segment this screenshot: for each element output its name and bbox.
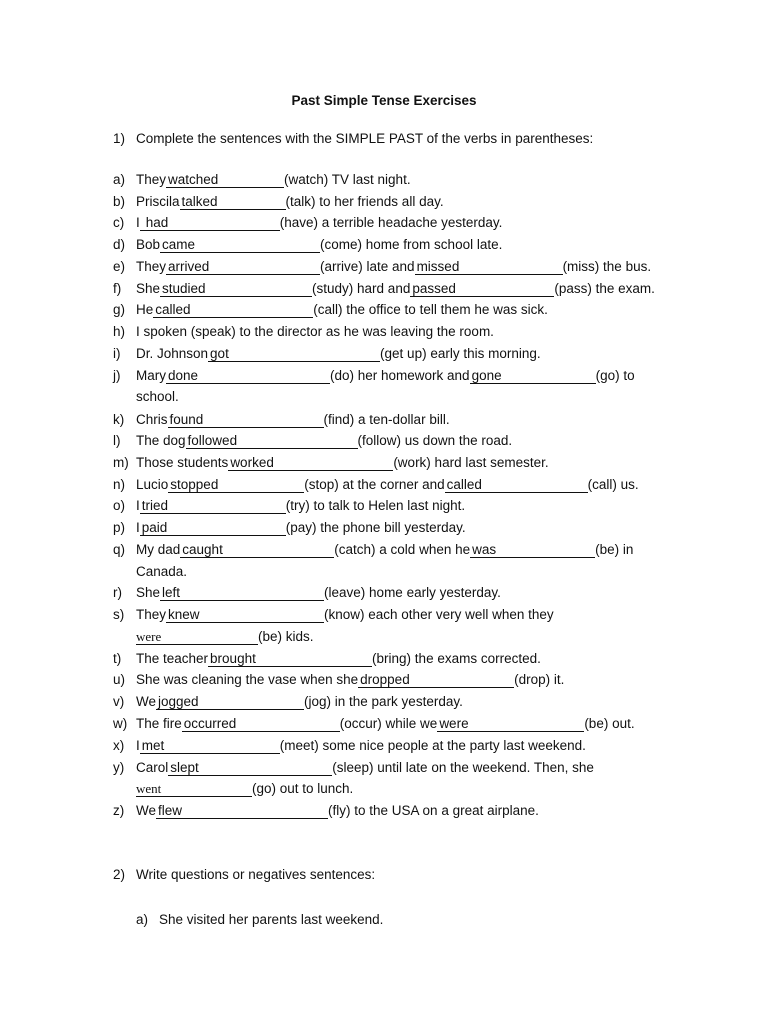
answer-blank[interactable] xyxy=(136,781,252,797)
item-text: (be) in xyxy=(595,542,634,557)
item-letter: j) xyxy=(113,368,121,383)
exercise-item-z xyxy=(113,803,539,819)
item-letter: v) xyxy=(113,694,125,709)
answer-blank[interactable] xyxy=(136,629,258,645)
item-text: (talk) to her friends all day. xyxy=(285,194,444,209)
exercise-item-a xyxy=(113,172,411,188)
answer-text: had xyxy=(145,215,169,230)
item-text: We xyxy=(136,803,157,818)
answer-text: studied xyxy=(162,281,206,296)
answer-text: went xyxy=(136,781,162,796)
answer-text: knew xyxy=(168,607,200,622)
item-letter: z) xyxy=(113,803,125,818)
section-instruction: Complete the sentences with the SIMPLE PAST of the verbs in parentheses: xyxy=(136,131,594,146)
answer-blank[interactable] xyxy=(140,520,286,536)
exercise-item-x xyxy=(113,738,586,754)
item-text: (watch) TV last night. xyxy=(284,172,411,187)
answer-blank[interactable] xyxy=(168,412,324,428)
answer-text: arrived xyxy=(168,259,210,274)
item-text: My dad xyxy=(136,542,181,557)
answer-blank[interactable] xyxy=(470,368,596,384)
answer-blank[interactable] xyxy=(445,477,588,493)
item-letter: t) xyxy=(113,651,122,666)
section-number: 1) xyxy=(113,131,126,146)
answer-text: found xyxy=(169,412,204,427)
exercise-item-o xyxy=(113,498,465,514)
item-text: Mary xyxy=(136,368,166,383)
item-text: (have) a terrible headache yesterday. xyxy=(279,215,503,230)
item-letter: l) xyxy=(113,433,121,448)
item-text: I xyxy=(136,215,140,230)
exercise-item-m xyxy=(113,455,549,471)
exercise-item-k xyxy=(113,412,450,428)
answer-text: dropped xyxy=(360,672,410,687)
item-text: (leave) home early yesterday. xyxy=(324,585,501,600)
answer-blank[interactable] xyxy=(168,760,332,776)
answer-blank[interactable] xyxy=(140,738,280,754)
item-letter: x) xyxy=(113,738,125,753)
item-text: Dr. Johnson xyxy=(136,346,209,361)
answer-blank[interactable] xyxy=(153,302,313,318)
item-text: (go) out to lunch. xyxy=(252,781,354,796)
item-letter: n) xyxy=(113,477,126,492)
answer-blank[interactable] xyxy=(180,194,286,210)
section-1-heading xyxy=(113,131,593,146)
item-letter: r) xyxy=(113,585,122,600)
answer-blank[interactable] xyxy=(166,259,320,275)
exercise-item-y-continuation xyxy=(136,781,353,797)
exercise-item-s-continuation xyxy=(136,629,314,645)
item-letter: w) xyxy=(113,716,128,731)
item-letter: q) xyxy=(113,542,126,557)
exercise-item-l xyxy=(113,433,512,449)
item-text: They xyxy=(136,172,167,187)
item-letter: a) xyxy=(113,172,126,187)
answer-text: talked xyxy=(181,194,218,209)
exercise-item-n xyxy=(113,477,639,493)
answer-blank[interactable] xyxy=(166,607,324,623)
answer-text: jogged xyxy=(158,694,199,709)
item-text: (find) a ten-dollar bill. xyxy=(323,412,450,427)
exercise-item-d xyxy=(113,237,502,253)
answer-blank[interactable] xyxy=(140,215,280,231)
item-text: I xyxy=(136,520,140,535)
exercise-item-b xyxy=(113,194,444,210)
answer-blank[interactable] xyxy=(160,585,324,601)
exercise-item-u xyxy=(113,672,564,688)
answer-text: stopped xyxy=(170,477,219,492)
item-text: (study) hard and xyxy=(312,281,411,296)
answer-text: called xyxy=(155,302,191,317)
item-letter: d) xyxy=(113,237,126,252)
section-instruction: Write questions or negatives sentences: xyxy=(136,867,376,882)
answer-blank[interactable] xyxy=(160,281,312,297)
item-text: (stop) at the corner and xyxy=(304,477,445,492)
item-text: The teacher xyxy=(136,651,209,666)
answer-text: met xyxy=(141,738,165,753)
item-letter: e) xyxy=(113,259,126,274)
exercise-item-h xyxy=(113,324,494,340)
answer-blank[interactable] xyxy=(156,694,304,710)
answer-blank[interactable] xyxy=(166,172,284,188)
item-text: I spoken (speak) to the director as he was leaving the room. xyxy=(136,324,494,339)
answer-text: caught xyxy=(182,542,223,557)
answer-blank[interactable] xyxy=(410,281,554,297)
item-text: (come) home from school late. xyxy=(320,237,503,252)
item-text: Carol xyxy=(136,760,169,775)
item-letter: u) xyxy=(113,672,126,687)
item-text: (call) the office to tell them he was sick. xyxy=(313,302,548,317)
item-text: (fly) to the USA on a great airplane. xyxy=(328,803,539,818)
item-letter: c) xyxy=(113,215,125,230)
item-letter: b) xyxy=(113,194,126,209)
item-text: (arrive) late and xyxy=(320,259,415,274)
answer-text: passed xyxy=(412,281,456,296)
item-text: (go) to xyxy=(595,368,635,383)
exercise-item-f xyxy=(113,281,655,297)
item-text: Chris xyxy=(136,412,168,427)
item-text: (be) kids. xyxy=(258,629,314,644)
item-text: (drop) it. xyxy=(514,672,565,687)
answer-text: left xyxy=(162,585,181,600)
item-text: I xyxy=(136,498,140,513)
item-text: Those students xyxy=(136,455,229,470)
answer-blank[interactable] xyxy=(168,477,304,493)
item-text: (jog) in the park yesterday. xyxy=(304,694,463,709)
item-letter: m) xyxy=(113,455,129,470)
answer-text: done xyxy=(168,368,199,383)
exercise-item-r xyxy=(113,585,501,601)
item-text: She xyxy=(136,585,161,600)
answer-blank[interactable] xyxy=(156,803,328,819)
exercise-item-e xyxy=(113,259,651,275)
exercise-item-t xyxy=(113,651,541,667)
item-text: They xyxy=(136,607,167,622)
answer-text: called xyxy=(446,477,482,492)
section-number: 2) xyxy=(113,867,126,882)
exercise-item-j xyxy=(113,368,635,384)
answer-blank[interactable] xyxy=(140,498,286,514)
item-letter: k) xyxy=(113,412,125,427)
answer-text: tried xyxy=(141,498,169,513)
item-text: She visited her parents last weekend. xyxy=(159,912,384,927)
exercise-item-i xyxy=(113,346,541,362)
item-text: Bob xyxy=(136,237,161,252)
item-text: (know) each other very well when they xyxy=(324,607,554,622)
item-letter: o) xyxy=(113,498,126,513)
exercise-item-q xyxy=(113,542,633,558)
item-text: The fire xyxy=(136,716,182,731)
item-letter: p) xyxy=(113,520,126,535)
answer-text: gone xyxy=(471,368,502,383)
answer-blank[interactable] xyxy=(228,455,393,471)
answer-blank[interactable] xyxy=(160,237,320,253)
item-text: I xyxy=(136,738,140,753)
exercise-item-j-continuation: school. xyxy=(136,389,179,404)
answer-blank[interactable] xyxy=(437,716,584,732)
item-text: (occur) while we xyxy=(339,716,438,731)
item-letter: a) xyxy=(136,912,149,927)
answer-text: watched xyxy=(168,172,219,187)
item-text: (try) to talk to Helen last night. xyxy=(285,498,466,513)
answer-text: occurred xyxy=(183,716,237,731)
answer-text: worked xyxy=(230,455,274,470)
exercise-item-v xyxy=(113,694,463,710)
item-letter: g) xyxy=(113,302,126,317)
item-text: (pass) the exam. xyxy=(554,281,655,296)
answer-blank[interactable] xyxy=(470,542,595,558)
item-text: (sleep) until late on the weekend. Then, she xyxy=(332,760,594,775)
exercise-item-p xyxy=(113,520,466,536)
answer-blank[interactable] xyxy=(182,716,340,732)
page-title: Past Simple Tense Exercises xyxy=(291,93,477,108)
exercise-item-s xyxy=(113,607,554,623)
item-text: The dog xyxy=(136,433,186,448)
item-text: (do) her homework and xyxy=(330,368,470,383)
item-text: She xyxy=(136,281,161,296)
section-2-heading xyxy=(113,867,375,882)
answer-blank[interactable] xyxy=(186,433,358,449)
item-letter: h) xyxy=(113,324,126,339)
exercise-item-w xyxy=(113,716,635,732)
item-text: (call) us. xyxy=(587,477,639,492)
answer-text: came xyxy=(162,237,196,252)
answer-blank[interactable] xyxy=(208,651,372,667)
exercise-item-y xyxy=(113,760,594,776)
item-text: He xyxy=(136,302,154,317)
answer-text: flew xyxy=(158,803,183,818)
answer-text: brought xyxy=(210,651,256,666)
item-text: Priscila xyxy=(136,194,180,209)
item-text: (be) out. xyxy=(584,716,635,731)
item-text: (meet) some nice people at the party last weekend. xyxy=(279,738,586,753)
item-letter: y) xyxy=(113,760,125,775)
item-text: (work) hard last semester. xyxy=(393,455,549,470)
answer-blank[interactable] xyxy=(166,368,330,384)
item-text: They xyxy=(136,259,167,274)
answer-blank[interactable] xyxy=(358,672,514,688)
item-text: She was cleaning the vase when she xyxy=(136,672,359,687)
item-text: We xyxy=(136,694,157,709)
section-2-item-a xyxy=(136,912,383,927)
item-text: (miss) the bus. xyxy=(562,259,652,274)
item-text: (bring) the exams corrected. xyxy=(372,651,541,666)
answer-text: slept xyxy=(170,760,199,775)
item-text: (pay) the phone bill yesterday. xyxy=(285,520,466,535)
item-text: (get up) early this morning. xyxy=(380,346,541,361)
exercise-item-q-continuation: Canada. xyxy=(136,564,188,579)
item-letter: f) xyxy=(113,281,122,296)
answer-text: paid xyxy=(141,520,168,535)
exercise-item-g xyxy=(113,302,548,318)
answer-blank[interactable] xyxy=(180,542,334,558)
item-letter: i) xyxy=(113,346,121,361)
answer-text: was xyxy=(472,542,497,557)
item-text: Lucio xyxy=(136,477,169,492)
answer-blank[interactable] xyxy=(415,259,563,275)
answer-text: missed xyxy=(416,259,460,274)
item-text: (follow) us down the road. xyxy=(357,433,513,448)
answer-text: were xyxy=(136,629,162,644)
answer-text: were xyxy=(439,716,469,731)
item-text: (catch) a cold when he xyxy=(334,542,471,557)
exercise-item-c xyxy=(113,215,502,231)
item-letter: s) xyxy=(113,607,125,622)
answer-text: got xyxy=(210,346,229,361)
answer-text: followed xyxy=(187,433,238,448)
answer-blank[interactable] xyxy=(208,346,380,362)
